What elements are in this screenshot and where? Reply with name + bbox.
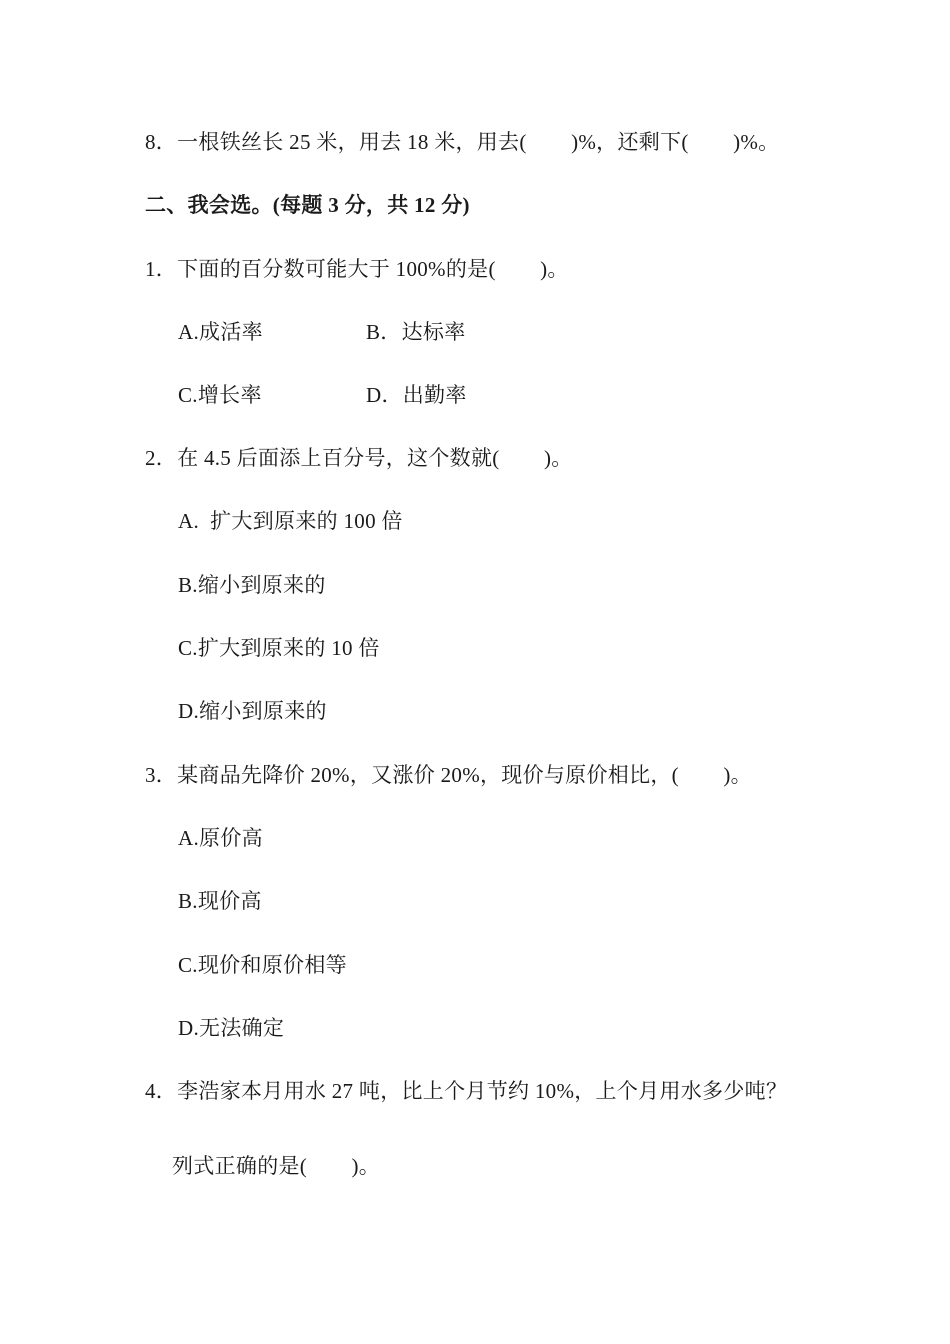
question-1-option-c: C.增长率 [178,383,262,407]
question-8: 8．一根铁丝长 25 米，用去 18 米，用去( )%，还剩下( )%。 [145,130,780,154]
question-1: 1．下面的百分数可能大于 100%的是( )。 [145,257,569,281]
question-3-option-c: C.现价和原价相等 [178,953,347,977]
question-3-option-d: D.无法确定 [178,1016,285,1040]
question-2-option-a: A. 扩大到原来的 100 倍 [178,509,403,533]
question-3-option-a: A.原价高 [178,826,263,850]
question-3-option-b: B.现价高 [178,889,262,913]
question-4: 4．李浩家本月用水 27 吨，比上个月节约 10%，上个月用水多少吨？ [145,1079,788,1103]
question-1-option-d: D．出勤率 [366,383,467,407]
question-1-option-b: B．达标率 [366,320,466,344]
question-2-option-d: D.缩小到原来的 [178,699,327,723]
question-2-option-b: B.缩小到原来的 [178,573,326,597]
question-4-continuation: 列式正确的是( )。 [172,1154,381,1178]
question-2: 2．在 4.5 后面添上百分号，这个数就( )。 [145,446,573,470]
question-2-option-c: C.扩大到原来的 10 倍 [178,636,380,660]
question-3: 3．某商品先降价 20%，又涨价 20%，现价与原价相比，( )。 [145,763,752,787]
question-1-option-a: A.成活率 [178,320,263,344]
section-2-heading: 二、我会选。(每题 3 分，共 12 分) [145,193,470,217]
